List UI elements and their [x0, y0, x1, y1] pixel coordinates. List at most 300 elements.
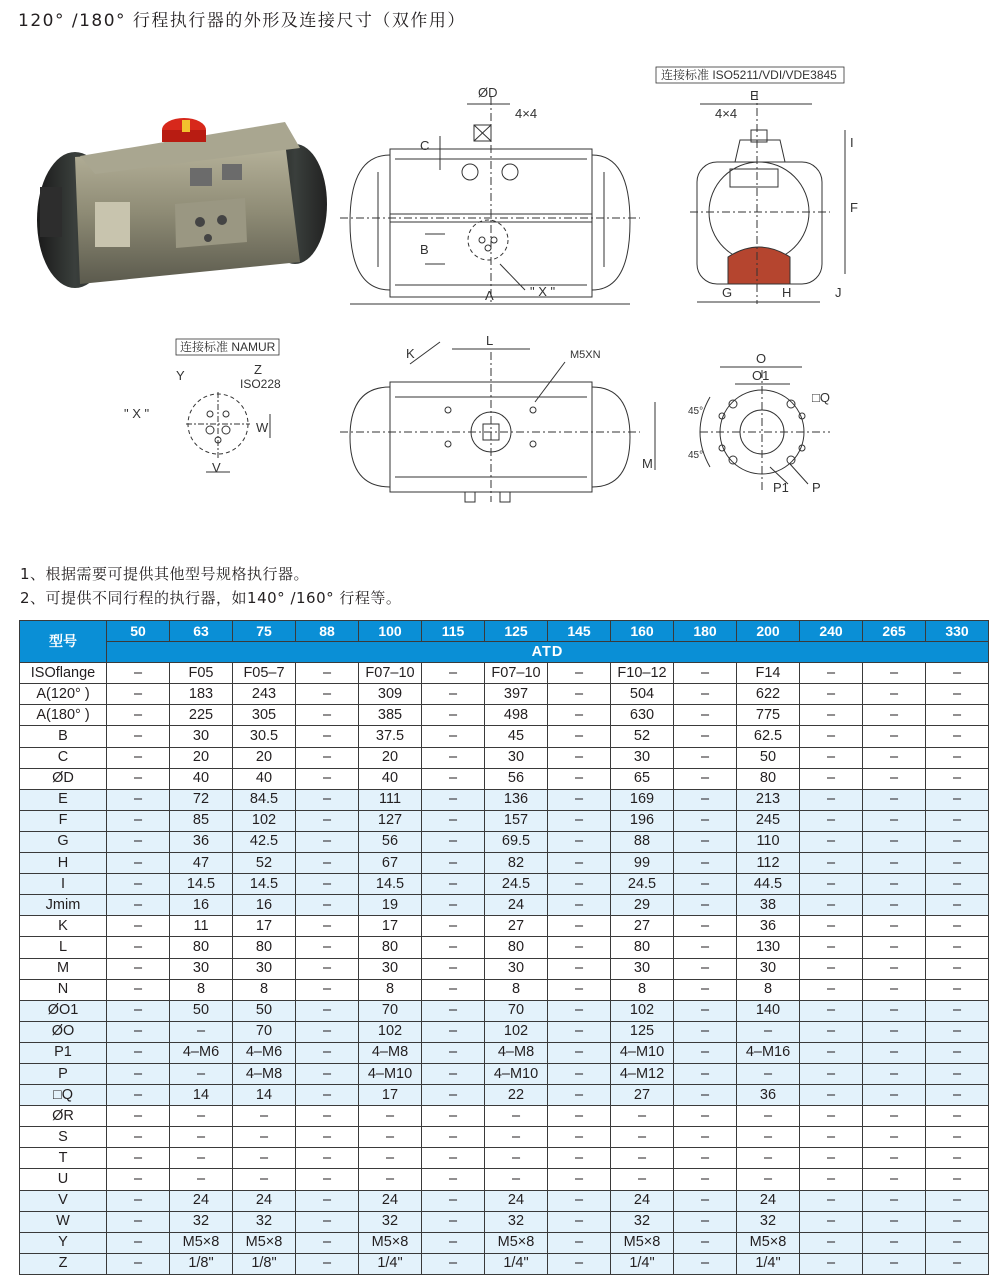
table-cell: 1/4" [359, 1253, 422, 1274]
row-label: ØR [20, 1106, 107, 1127]
table-cell: – [926, 1021, 989, 1042]
table-cell: M5×8 [611, 1232, 674, 1253]
table-cell: 4–M10 [611, 1042, 674, 1063]
table-cell: – [296, 1211, 359, 1232]
dim-o: O [756, 351, 767, 366]
table-cell: 80 [737, 768, 800, 789]
table-cell: – [800, 1190, 863, 1211]
angle-45-bottom: 45° [688, 450, 704, 461]
table-cell: 70 [233, 1021, 296, 1042]
table-cell: M5×8 [233, 1232, 296, 1253]
table-cell: – [674, 1000, 737, 1021]
table-cell: 42.5 [233, 831, 296, 852]
table-cell: – [296, 1190, 359, 1211]
table-cell: – [548, 853, 611, 874]
table-cell: – [422, 1000, 485, 1021]
table-cell: – [800, 1021, 863, 1042]
model-column-header: 75 [233, 621, 296, 642]
row-label: H [20, 853, 107, 874]
table-cell: – [107, 1169, 170, 1190]
table-cell: – [107, 684, 170, 705]
table-cell: – [863, 1211, 926, 1232]
table-cell: – [800, 853, 863, 874]
table-cell: 62.5 [737, 726, 800, 747]
table-cell: – [548, 1211, 611, 1232]
table-row [20, 1148, 989, 1169]
table-cell: – [863, 810, 926, 831]
table-cell: 47 [170, 853, 233, 874]
table-cell: 50 [233, 1000, 296, 1021]
table-cell: – [296, 1127, 359, 1148]
table-cell: – [548, 1232, 611, 1253]
table-cell: 30 [359, 958, 422, 979]
table-cell: 99 [611, 853, 674, 874]
table-row [20, 1169, 989, 1190]
table-cell: – [296, 1063, 359, 1084]
table-cell: 245 [737, 810, 800, 831]
table-cell: – [800, 1042, 863, 1063]
table-cell: – [170, 1021, 233, 1042]
row-label: E [20, 789, 107, 810]
table-cell: – [674, 1085, 737, 1106]
namur-standard-label: 连接标准 NAMUR [180, 340, 276, 354]
table-cell: – [548, 1148, 611, 1169]
table-cell: – [107, 1106, 170, 1127]
table-cell: 24 [485, 895, 548, 916]
dim-4x4-b: 4×4 [715, 106, 738, 121]
table-cell: 305 [233, 705, 296, 726]
table-cell: M5×8 [485, 1232, 548, 1253]
table-cell: – [674, 853, 737, 874]
angle-45-top: 45° [688, 406, 704, 417]
table-cell: – [800, 895, 863, 916]
table-cell: – [674, 1232, 737, 1253]
table-cell: 24 [485, 1190, 548, 1211]
m5xn-label: M5XN [570, 349, 601, 361]
table-cell: – [548, 684, 611, 705]
table-cell: – [674, 831, 737, 852]
table-cell: 22 [485, 1085, 548, 1106]
table-cell: 70 [359, 1000, 422, 1021]
table-cell: – [107, 979, 170, 1000]
dim-i: I [850, 135, 854, 150]
dim-f: F [850, 200, 858, 215]
table-cell: 50 [170, 1000, 233, 1021]
table-cell: – [674, 979, 737, 1000]
table-cell: – [233, 1148, 296, 1169]
table-cell: 183 [170, 684, 233, 705]
table-cell: – [422, 1148, 485, 1169]
table-row [20, 895, 989, 916]
table-cell: 56 [485, 768, 548, 789]
table-cell: 4–M10 [485, 1063, 548, 1084]
table-cell: 30 [233, 958, 296, 979]
row-label: G [20, 831, 107, 852]
table-cell: – [422, 895, 485, 916]
table-cell: – [296, 1148, 359, 1169]
dim-e: E [750, 88, 759, 103]
table-cell: 4–M6 [170, 1042, 233, 1063]
dim-v: V [212, 460, 221, 475]
table-cell: 52 [233, 853, 296, 874]
table-cell: – [107, 1232, 170, 1253]
table-cell: – [107, 874, 170, 895]
table-row [20, 1063, 989, 1084]
table-cell: 40 [233, 768, 296, 789]
table-cell: – [548, 705, 611, 726]
table-cell: – [548, 726, 611, 747]
dim-j: J [835, 285, 842, 300]
table-cell: – [296, 726, 359, 747]
table-cell: – [674, 663, 737, 684]
table-cell: 30 [170, 726, 233, 747]
table-cell: – [926, 1127, 989, 1148]
page-title: 120° /180° 行程执行器的外形及连接尺寸（双作用） [18, 11, 466, 31]
row-label: M [20, 958, 107, 979]
table-cell: – [422, 874, 485, 895]
table-row [20, 705, 989, 726]
table-cell: – [296, 853, 359, 874]
table-cell: – [422, 1085, 485, 1106]
table-cell: – [926, 1063, 989, 1084]
table-cell: 1/8" [233, 1253, 296, 1274]
table-cell: 14.5 [359, 874, 422, 895]
table-cell: – [107, 1085, 170, 1106]
table-cell: – [800, 937, 863, 958]
table-cell: – [485, 1148, 548, 1169]
table-cell: 110 [737, 831, 800, 852]
table-cell: – [926, 979, 989, 1000]
table-cell: 30 [737, 958, 800, 979]
table-cell: – [926, 705, 989, 726]
table-cell: – [422, 726, 485, 747]
table-cell: 14.5 [170, 874, 233, 895]
table-cell: – [296, 663, 359, 684]
table-cell: – [674, 916, 737, 937]
table-cell: – [800, 1063, 863, 1084]
table-cell: – [107, 768, 170, 789]
table-cell: – [674, 1253, 737, 1274]
table-cell: – [170, 1169, 233, 1190]
table-cell: – [926, 853, 989, 874]
table-cell: 622 [737, 684, 800, 705]
table-row [20, 810, 989, 831]
table-cell: – [422, 663, 485, 684]
table-cell: – [296, 1021, 359, 1042]
table-cell: – [107, 1000, 170, 1021]
x-view-label: " X " [124, 406, 150, 421]
table-row [20, 1253, 989, 1274]
table-cell: 4–M12 [611, 1063, 674, 1084]
row-label: P [20, 1063, 107, 1084]
row-label: □Q [20, 1085, 107, 1106]
table-cell: 309 [359, 684, 422, 705]
table-cell: – [800, 705, 863, 726]
table-cell: – [359, 1169, 422, 1190]
note-1: 1、根据需要可提供其他型号规格执行器。 [20, 565, 310, 583]
table-cell: – [422, 1232, 485, 1253]
table-cell: – [611, 1106, 674, 1127]
table-cell: – [926, 810, 989, 831]
table-cell: 225 [170, 705, 233, 726]
table-cell: – [296, 1169, 359, 1190]
table-cell: – [296, 768, 359, 789]
table-cell: 1/4" [737, 1253, 800, 1274]
table-cell: – [296, 747, 359, 768]
table-cell: – [548, 958, 611, 979]
table-cell: – [863, 895, 926, 916]
table-row [20, 768, 989, 789]
table-cell: 4–M8 [359, 1042, 422, 1063]
table-row [20, 1021, 989, 1042]
table-cell: 20 [233, 747, 296, 768]
table-cell: – [422, 1106, 485, 1127]
table-cell: – [611, 1169, 674, 1190]
table-cell: 1/4" [611, 1253, 674, 1274]
table-cell: – [548, 747, 611, 768]
table-cell: 4–M16 [737, 1042, 800, 1063]
table-cell: – [422, 1021, 485, 1042]
table-cell: – [800, 874, 863, 895]
table-cell: 1/8" [170, 1253, 233, 1274]
table-cell: – [422, 958, 485, 979]
table-cell: – [422, 937, 485, 958]
table-cell: 30.5 [233, 726, 296, 747]
model-column-header: 240 [800, 621, 863, 642]
table-cell: – [674, 1063, 737, 1084]
table-cell: M5×8 [737, 1232, 800, 1253]
table-cell: – [863, 705, 926, 726]
table-cell: – [611, 1148, 674, 1169]
table-cell: – [800, 916, 863, 937]
row-label: ØD [20, 768, 107, 789]
row-label: ISOflange [20, 663, 107, 684]
table-cell: – [296, 874, 359, 895]
table-cell: – [296, 831, 359, 852]
iso228-label: ISO228 [240, 377, 281, 391]
table-cell: 102 [233, 810, 296, 831]
table-cell: – [926, 1232, 989, 1253]
table-cell: – [674, 1211, 737, 1232]
table-cell: – [674, 1190, 737, 1211]
note-2: 2、可提供不同行程的执行器，如140° /160° 行程等。 [20, 589, 402, 607]
model-column-header: 125 [485, 621, 548, 642]
table-cell: – [863, 1253, 926, 1274]
table-row [20, 726, 989, 747]
table-cell: – [863, 1000, 926, 1021]
model-column-header: 265 [863, 621, 926, 642]
table-cell: – [296, 684, 359, 705]
table-cell: 52 [611, 726, 674, 747]
model-column-header: 50 [107, 621, 170, 642]
row-label: Z [20, 1253, 107, 1274]
table-cell: 11 [170, 916, 233, 937]
table-row [20, 1211, 989, 1232]
table-cell: 32 [737, 1211, 800, 1232]
row-label: ØO1 [20, 1000, 107, 1021]
table-cell: 36 [737, 916, 800, 937]
table-cell: – [674, 895, 737, 916]
table-cell: – [107, 705, 170, 726]
table-cell: – [170, 1127, 233, 1148]
table-cell: – [674, 1127, 737, 1148]
series-header: ATD [107, 642, 989, 663]
table-cell: 19 [359, 895, 422, 916]
table-cell: 8 [611, 979, 674, 1000]
table-row [20, 1042, 989, 1063]
table-cell: – [863, 1021, 926, 1042]
table-cell: – [359, 1127, 422, 1148]
table-cell: 140 [737, 1000, 800, 1021]
table-cell: – [422, 810, 485, 831]
table-cell: – [926, 1000, 989, 1021]
table-cell: 20 [170, 747, 233, 768]
table-cell: – [548, 937, 611, 958]
table-cell: – [800, 958, 863, 979]
table-row [20, 684, 989, 705]
table-row [20, 831, 989, 852]
table-row [20, 874, 989, 895]
table-cell: – [800, 979, 863, 1000]
table-cell: 4–M8 [233, 1063, 296, 1084]
table-cell: – [674, 768, 737, 789]
table-cell: F10–12 [611, 663, 674, 684]
table-cell: – [863, 1169, 926, 1190]
table-cell: – [800, 1232, 863, 1253]
table-row [20, 1000, 989, 1021]
table-cell: 136 [485, 789, 548, 810]
table-cell: – [296, 895, 359, 916]
table-cell: – [422, 1211, 485, 1232]
table-row [20, 1085, 989, 1106]
table-cell: – [107, 663, 170, 684]
row-label: P1 [20, 1042, 107, 1063]
table-cell: – [170, 1063, 233, 1084]
table-cell: – [296, 958, 359, 979]
table-cell: – [107, 1148, 170, 1169]
row-label: Y [20, 1232, 107, 1253]
table-cell: – [107, 916, 170, 937]
table-cell: 24 [170, 1190, 233, 1211]
table-cell: 8 [170, 979, 233, 1000]
table-cell: – [926, 916, 989, 937]
table-cell: 29 [611, 895, 674, 916]
table-cell: 32 [611, 1211, 674, 1232]
table-cell: – [548, 1190, 611, 1211]
table-cell: 36 [170, 831, 233, 852]
table-cell: – [800, 1000, 863, 1021]
technical-drawings [0, 52, 1000, 547]
table-cell: 80 [170, 937, 233, 958]
table-cell: 24 [233, 1190, 296, 1211]
table-cell: 102 [485, 1021, 548, 1042]
table-cell: – [863, 768, 926, 789]
table-cell: 8 [233, 979, 296, 1000]
table-cell: – [926, 684, 989, 705]
table-cell: – [674, 1148, 737, 1169]
model-header: 型号 [20, 621, 107, 663]
table-cell: – [548, 895, 611, 916]
row-label: ØO [20, 1021, 107, 1042]
table-cell: – [107, 831, 170, 852]
dim-b: B [420, 242, 429, 257]
table-cell: – [107, 789, 170, 810]
table-cell: – [863, 1085, 926, 1106]
table-cell: 30 [485, 958, 548, 979]
table-cell: 27 [611, 916, 674, 937]
table-cell: 70 [485, 1000, 548, 1021]
table-cell: 4–M6 [233, 1042, 296, 1063]
row-label: W [20, 1211, 107, 1232]
table-cell: 16 [233, 895, 296, 916]
table-cell: – [737, 1106, 800, 1127]
table-cell: – [674, 1169, 737, 1190]
table-cell: – [926, 1190, 989, 1211]
table-cell: – [926, 1169, 989, 1190]
table-cell: – [296, 1042, 359, 1063]
table-cell: – [800, 1106, 863, 1127]
iso-standard-label: 连接标准 ISO5211/VDI/VDE3845 [661, 68, 837, 82]
table-cell: 397 [485, 684, 548, 705]
table-cell: – [296, 810, 359, 831]
table-cell: 775 [737, 705, 800, 726]
table-cell: – [296, 1253, 359, 1274]
dim-q: □Q [812, 390, 830, 405]
table-cell: 38 [737, 895, 800, 916]
table-cell: – [422, 853, 485, 874]
table-cell: – [296, 979, 359, 1000]
dim-k: K [406, 346, 415, 361]
actuator-photo [37, 118, 327, 288]
dim-d: ØD [478, 85, 498, 100]
table-cell: – [548, 789, 611, 810]
table-cell: – [548, 916, 611, 937]
table-cell: 8 [737, 979, 800, 1000]
table-cell: – [863, 874, 926, 895]
row-label: U [20, 1169, 107, 1190]
table-cell: 14 [170, 1085, 233, 1106]
dim-y: Y [176, 368, 185, 383]
table-cell: 111 [359, 789, 422, 810]
table-cell: – [296, 1000, 359, 1021]
dim-p1: P1 [773, 480, 789, 495]
row-label: S [20, 1127, 107, 1148]
table-cell: – [863, 958, 926, 979]
table-cell: – [737, 1127, 800, 1148]
table-cell: 504 [611, 684, 674, 705]
table-cell: – [422, 831, 485, 852]
table-cell: – [863, 726, 926, 747]
table-row [20, 979, 989, 1000]
table-cell: – [611, 1127, 674, 1148]
table-cell: – [422, 1190, 485, 1211]
table-cell: – [548, 1085, 611, 1106]
dim-p: P [812, 480, 821, 495]
table-cell: – [926, 874, 989, 895]
table-cell: 4–M8 [485, 1042, 548, 1063]
front-view-drawing [340, 97, 640, 304]
table-cell: – [548, 1169, 611, 1190]
table-cell: 88 [611, 831, 674, 852]
table-cell: – [548, 1253, 611, 1274]
table-cell: – [107, 895, 170, 916]
x-label: " X " [530, 284, 556, 299]
table-cell: – [107, 1211, 170, 1232]
table-cell: – [926, 789, 989, 810]
table-cell: 498 [485, 705, 548, 726]
table-cell: 82 [485, 853, 548, 874]
table-cell: – [548, 1106, 611, 1127]
